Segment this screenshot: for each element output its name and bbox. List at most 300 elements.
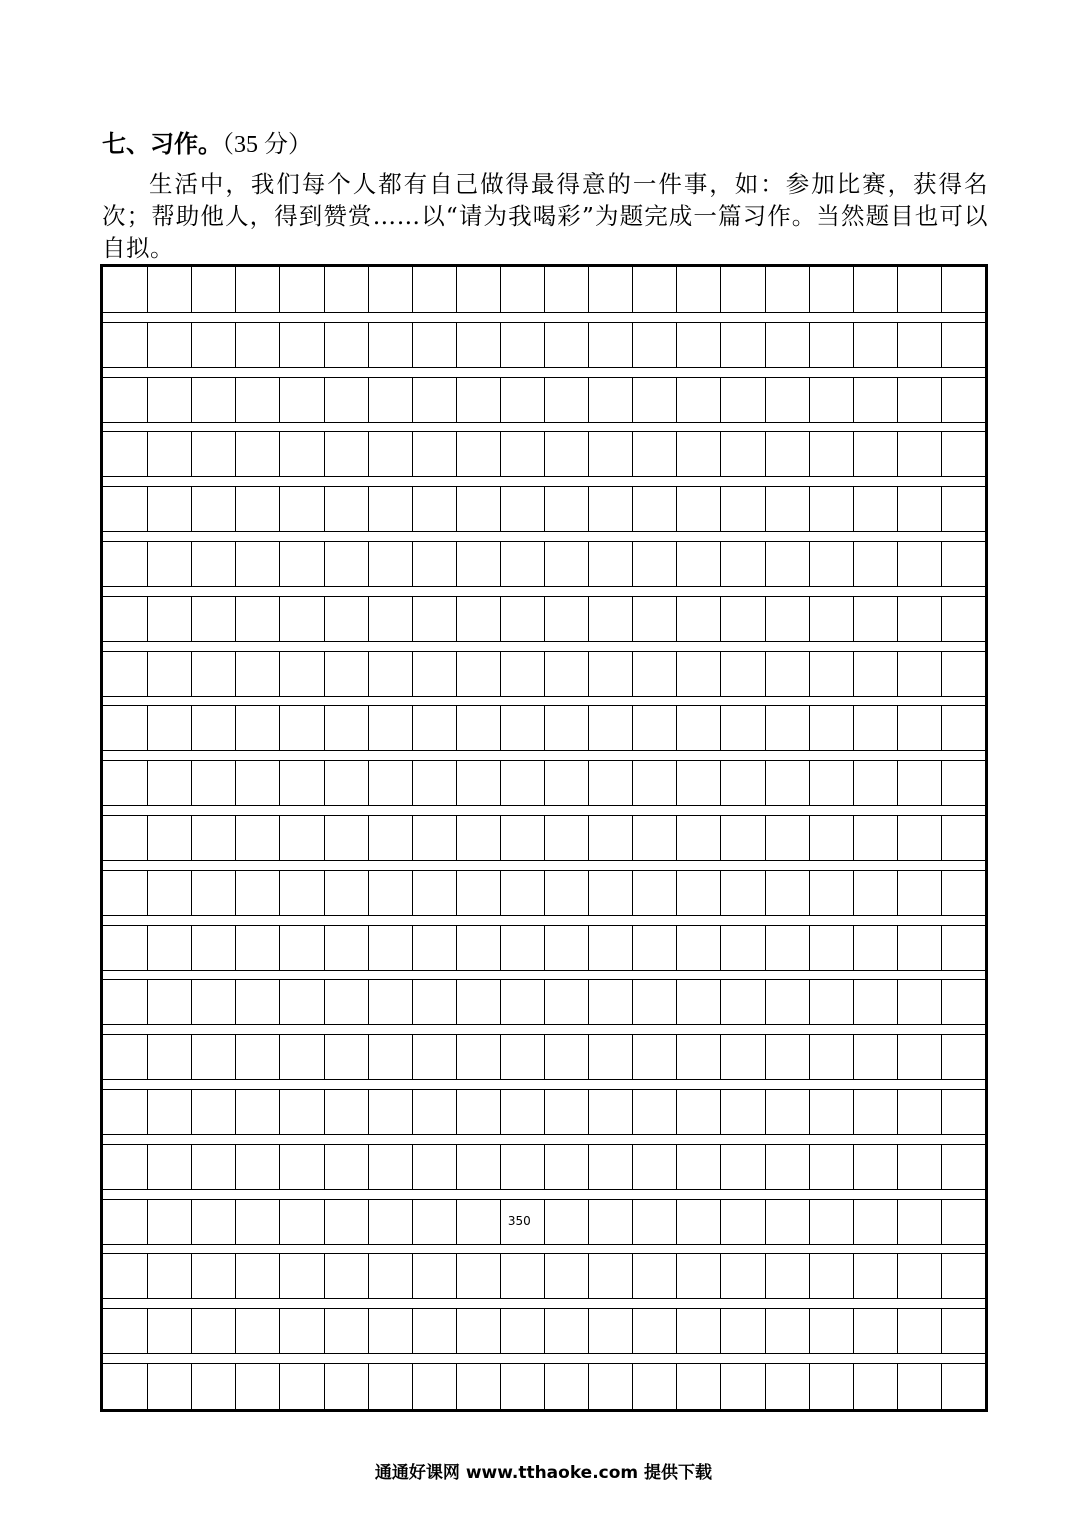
grid-cell-divider <box>500 378 501 422</box>
grid-cell-divider <box>676 816 677 860</box>
grid-cell-divider <box>941 816 942 860</box>
grid-cell-divider <box>676 487 677 531</box>
grid-cell-divider <box>412 487 413 531</box>
grid-cell-divider <box>191 1200 192 1244</box>
grid-cell-divider <box>941 761 942 805</box>
grid-cell-divider <box>632 432 633 476</box>
grid-cell-divider <box>500 1364 501 1409</box>
grid-cell-divider <box>544 487 545 531</box>
grid-cell-divider <box>809 323 810 367</box>
grid-cell-divider <box>853 487 854 531</box>
grid-cell-divider <box>632 706 633 750</box>
page-footer: 通通好课网 www.tthaoke.com 提供下载 <box>374 1463 713 1483</box>
grid-cell-divider <box>588 706 589 750</box>
grid-cell-divider <box>324 432 325 476</box>
grid-cell-divider <box>720 1145 721 1189</box>
grid-cell-divider <box>676 1254 677 1298</box>
grid-cell-divider <box>809 706 810 750</box>
grid-cell-divider <box>765 323 766 367</box>
grid-cell-divider <box>500 1035 501 1079</box>
grid-cell-divider <box>500 323 501 367</box>
grid-cell-divider <box>588 871 589 915</box>
grid-cell-divider <box>368 926 369 970</box>
grid-cell-divider <box>191 1145 192 1189</box>
grid-cell-divider <box>324 323 325 367</box>
grid-cell-divider <box>809 432 810 476</box>
grid-cell-divider <box>676 542 677 586</box>
grid-cell-divider <box>324 1254 325 1298</box>
grid-cell-divider <box>588 1035 589 1079</box>
grid-cell-divider <box>191 1090 192 1134</box>
grid-cell-divider <box>147 652 148 696</box>
grid-cell-divider <box>941 597 942 641</box>
grid-cell-divider <box>235 323 236 367</box>
grid-cell-divider <box>235 597 236 641</box>
grid-cell-divider <box>765 1145 766 1189</box>
grid-cell-divider <box>765 1364 766 1409</box>
grid-cell-divider <box>853 597 854 641</box>
grid-cell-divider <box>500 597 501 641</box>
grid-cell-divider <box>412 1200 413 1244</box>
grid-cell-divider <box>765 542 766 586</box>
grid-cell-divider <box>853 1090 854 1134</box>
grid-cell-divider <box>235 1254 236 1298</box>
grid-cell-divider <box>632 652 633 696</box>
grid-cell-divider <box>147 487 148 531</box>
grid-cell-divider <box>853 1200 854 1244</box>
grid-row[interactable] <box>103 925 985 971</box>
grid-cell-divider <box>588 267 589 312</box>
grid-cell-divider <box>809 597 810 641</box>
grid-cell-divider <box>279 1035 280 1079</box>
grid-cell-divider <box>544 1254 545 1298</box>
grid-cell-divider <box>368 267 369 312</box>
grid-cell-divider <box>279 926 280 970</box>
grid-cell-divider <box>147 761 148 805</box>
grid-cell-divider <box>897 542 898 586</box>
grid-cell-divider <box>456 761 457 805</box>
grid-cell-divider <box>588 323 589 367</box>
grid-cell-divider <box>412 1254 413 1298</box>
grid-cell-divider <box>368 432 369 476</box>
grid-cell-divider <box>324 926 325 970</box>
grid-row[interactable] <box>103 596 985 642</box>
grid-cell-divider <box>544 816 545 860</box>
grid-cell-divider <box>632 980 633 1024</box>
grid-row[interactable] <box>103 1144 985 1190</box>
grid-cell-divider <box>279 706 280 750</box>
grid-cell-divider <box>544 652 545 696</box>
grid-cell-divider <box>588 926 589 970</box>
grid-cell-divider <box>324 1364 325 1409</box>
grid-cell-divider <box>456 542 457 586</box>
grid-cell-divider <box>279 542 280 586</box>
grid-cell-divider <box>676 378 677 422</box>
grid-cell-divider <box>809 652 810 696</box>
grid-cell-divider <box>544 378 545 422</box>
grid-cell-divider <box>588 1254 589 1298</box>
grid-cell-divider <box>147 1035 148 1079</box>
grid-cell-divider <box>147 378 148 422</box>
grid-cell-divider <box>279 1364 280 1409</box>
grid-cell-divider <box>676 597 677 641</box>
grid-row[interactable] <box>103 1308 985 1354</box>
grid-cell-divider <box>412 1145 413 1189</box>
grid-row[interactable] <box>103 267 985 313</box>
grid-cell-divider <box>809 980 810 1024</box>
grid-cell-divider <box>544 597 545 641</box>
grid-cell-divider <box>588 432 589 476</box>
grid-cell-divider <box>412 1309 413 1353</box>
grid-cell-divider <box>235 1145 236 1189</box>
grid-cell-divider <box>941 1145 942 1189</box>
grid-cell-divider <box>809 1145 810 1189</box>
grid-cell-divider <box>809 761 810 805</box>
word-count-mark: 350 <box>507 1213 531 1228</box>
grid-cell-divider <box>544 1145 545 1189</box>
grid-cell-divider <box>544 1364 545 1409</box>
grid-cell-divider <box>456 267 457 312</box>
grid-cell-divider <box>412 267 413 312</box>
grid-cell-divider <box>456 1090 457 1134</box>
grid-cell-divider <box>632 1145 633 1189</box>
grid-cell-divider <box>544 980 545 1024</box>
grid-cell-divider <box>456 1035 457 1079</box>
grid-row[interactable] <box>103 1363 985 1409</box>
grid-cell-divider <box>235 761 236 805</box>
grid-cell-divider <box>324 1200 325 1244</box>
grid-cell-divider <box>456 1200 457 1244</box>
grid-cell-divider <box>191 378 192 422</box>
grid-cell-divider <box>897 487 898 531</box>
grid-cell-divider <box>191 1309 192 1353</box>
grid-cell-divider <box>676 1035 677 1079</box>
grid-cell-divider <box>853 1035 854 1079</box>
grid-cell-divider <box>720 761 721 805</box>
grid-cell-divider <box>279 267 280 312</box>
grid-cell-divider <box>632 1364 633 1409</box>
grid-cell-divider <box>588 652 589 696</box>
grid-row[interactable] <box>103 541 985 587</box>
grid-cell-divider <box>632 1035 633 1079</box>
grid-cell-divider <box>809 487 810 531</box>
grid-cell-divider <box>720 487 721 531</box>
grid-cell-divider <box>500 1254 501 1298</box>
grid-row[interactable] <box>103 431 985 477</box>
grid-row[interactable] <box>103 1089 985 1135</box>
grid-cell-divider <box>368 980 369 1024</box>
grid-cell-divider <box>368 1364 369 1409</box>
grid-cell-divider <box>500 1309 501 1353</box>
grid-cell-divider <box>897 926 898 970</box>
grid-cell-divider <box>279 1145 280 1189</box>
grid-cell-divider <box>941 1090 942 1134</box>
grid-cell-divider <box>544 267 545 312</box>
grid-cell-divider <box>544 323 545 367</box>
grid-cell-divider <box>588 487 589 531</box>
grid-row[interactable] <box>103 705 985 751</box>
grid-cell-divider <box>897 816 898 860</box>
grid-cell-divider <box>235 706 236 750</box>
grid-cell-divider <box>897 378 898 422</box>
grid-cell-divider <box>279 487 280 531</box>
grid-cell-divider <box>456 980 457 1024</box>
grid-cell-divider <box>720 926 721 970</box>
grid-cell-divider <box>809 1364 810 1409</box>
grid-cell-divider <box>544 1090 545 1134</box>
grid-cell-divider <box>500 652 501 696</box>
grid-cell-divider <box>765 652 766 696</box>
grid-cell-divider <box>412 761 413 805</box>
grid-cell-divider <box>191 487 192 531</box>
grid-cell-divider <box>147 597 148 641</box>
grid-cell-divider <box>368 1309 369 1353</box>
grid-cell-divider <box>765 1200 766 1244</box>
grid-cell-divider <box>456 1364 457 1409</box>
grid-cell-divider <box>720 1200 721 1244</box>
grid-cell-divider <box>941 1364 942 1409</box>
grid-cell-divider <box>941 323 942 367</box>
grid-cell-divider <box>632 1090 633 1134</box>
grid-cell-divider <box>544 432 545 476</box>
grid-cell-divider <box>191 816 192 860</box>
grid-cell-divider <box>897 1364 898 1409</box>
grid-row[interactable] <box>103 760 985 806</box>
grid-cell-divider <box>368 706 369 750</box>
grid-cell-divider <box>897 267 898 312</box>
grid-cell-divider <box>147 267 148 312</box>
grid-cell-divider <box>632 378 633 422</box>
grid-cell-divider <box>191 1254 192 1298</box>
grid-row[interactable] <box>103 979 985 1025</box>
grid-cell-divider <box>941 1200 942 1244</box>
grid-cell-divider <box>191 542 192 586</box>
grid-cell-divider <box>809 1035 810 1079</box>
grid-row[interactable] <box>103 870 985 916</box>
grid-cell-divider <box>235 871 236 915</box>
grid-cell-divider <box>941 487 942 531</box>
grid-cell-divider <box>279 761 280 805</box>
grid-cell-divider <box>456 926 457 970</box>
grid-cell-divider <box>147 323 148 367</box>
grid-cell-divider <box>765 378 766 422</box>
grid-cell-divider <box>720 706 721 750</box>
grid-row[interactable] <box>103 1034 985 1080</box>
grid-cell-divider <box>632 1309 633 1353</box>
grid-cell-divider <box>588 542 589 586</box>
grid-cell-divider <box>279 1090 280 1134</box>
grid-cell-divider <box>853 267 854 312</box>
grid-cell-divider <box>279 816 280 860</box>
grid-cell-divider <box>368 1145 369 1189</box>
grid-cell-divider <box>809 378 810 422</box>
grid-cell-divider <box>676 652 677 696</box>
grid-cell-divider <box>588 597 589 641</box>
grid-cell-divider <box>765 1254 766 1298</box>
grid-cell-divider <box>191 1364 192 1409</box>
grid-cell-divider <box>324 378 325 422</box>
grid-cell-divider <box>235 432 236 476</box>
grid-cell-divider <box>412 1035 413 1079</box>
grid-cell-divider <box>676 1090 677 1134</box>
grid-cell-divider <box>897 1309 898 1353</box>
grid-cell-divider <box>191 706 192 750</box>
grid-cell-divider <box>544 1200 545 1244</box>
grid-cell-divider <box>720 871 721 915</box>
grid-cell-divider <box>147 1145 148 1189</box>
grid-cell-divider <box>279 871 280 915</box>
grid-cell-divider <box>632 323 633 367</box>
question-prompt: 生活中，我们每个人都有自己做得最得意的一件事，如：参加比赛，获得名次；帮助他人，得到赞赏……以“请为我喝彩”为题完成一篇习作。当然题目也可以自拟。 <box>102 170 988 262</box>
grid-cell-divider <box>147 706 148 750</box>
grid-cell-divider <box>720 542 721 586</box>
grid-row[interactable] <box>103 815 985 861</box>
grid-cell-divider <box>147 926 148 970</box>
grid-cell-divider <box>853 926 854 970</box>
grid-cell-divider <box>544 871 545 915</box>
grid-cell-divider <box>853 1309 854 1353</box>
grid-cell-divider <box>500 1145 501 1189</box>
grid-cell-divider <box>324 761 325 805</box>
grid-cell-divider <box>324 1309 325 1353</box>
grid-row[interactable] <box>103 651 985 697</box>
grid-cell-divider <box>235 816 236 860</box>
grid-cell-divider <box>941 980 942 1024</box>
grid-cell-divider <box>368 761 369 805</box>
grid-cell-divider <box>853 816 854 860</box>
grid-cell-divider <box>941 1254 942 1298</box>
grid-cell-divider <box>235 1200 236 1244</box>
grid-cell-divider <box>147 542 148 586</box>
grid-cell-divider <box>368 1200 369 1244</box>
grid-cell-divider <box>500 432 501 476</box>
grid-cell-divider <box>500 1200 501 1244</box>
grid-cell-divider <box>809 816 810 860</box>
grid-cell-divider <box>324 871 325 915</box>
grid-row[interactable] <box>103 1253 985 1299</box>
grid-row[interactable] <box>103 486 985 532</box>
grid-cell-divider <box>147 432 148 476</box>
grid-cell-divider <box>676 706 677 750</box>
grid-row[interactable] <box>103 377 985 423</box>
grid-cell-divider <box>191 323 192 367</box>
grid-cell-divider <box>853 378 854 422</box>
grid-cell-divider <box>500 871 501 915</box>
grid-row[interactable] <box>103 322 985 368</box>
grid-cell-divider <box>368 1254 369 1298</box>
grid-cell-divider <box>941 267 942 312</box>
grid-cell-divider <box>456 1254 457 1298</box>
grid-cell-divider <box>765 761 766 805</box>
grid-cell-divider <box>412 1364 413 1409</box>
grid-cell-divider <box>147 1364 148 1409</box>
grid-cell-divider <box>853 706 854 750</box>
grid-cell-divider <box>765 1309 766 1353</box>
grid-cell-divider <box>147 816 148 860</box>
grid-cell-divider <box>544 761 545 805</box>
question-heading <box>102 130 312 159</box>
grid-cell-divider <box>853 1364 854 1409</box>
grid-cell-divider <box>368 542 369 586</box>
grid-cell-divider <box>588 1364 589 1409</box>
grid-cell-divider <box>765 487 766 531</box>
grid-cell-divider <box>412 926 413 970</box>
grid-cell-divider <box>368 597 369 641</box>
composition-grid[interactable] <box>100 264 988 1412</box>
grid-cell-divider <box>676 1145 677 1189</box>
grid-cell-divider <box>720 1035 721 1079</box>
grid-cell-divider <box>324 1035 325 1079</box>
grid-cell-divider <box>809 926 810 970</box>
grid-cell-divider <box>720 432 721 476</box>
grid-cell-divider <box>191 597 192 641</box>
grid-cell-divider <box>809 1090 810 1134</box>
grid-cell-divider <box>632 926 633 970</box>
grid-cell-divider <box>853 542 854 586</box>
grid-cell-divider <box>412 980 413 1024</box>
grid-cell-divider <box>191 926 192 970</box>
grid-cell-divider <box>897 706 898 750</box>
grid-cell-divider <box>897 980 898 1024</box>
grid-cell-divider <box>191 980 192 1024</box>
grid-cell-divider <box>941 926 942 970</box>
grid-cell-divider <box>235 1309 236 1353</box>
grid-cell-divider <box>809 542 810 586</box>
grid-cell-divider <box>853 1254 854 1298</box>
grid-cell-divider <box>897 871 898 915</box>
grid-cell-divider <box>941 1035 942 1079</box>
grid-cell-divider <box>191 761 192 805</box>
grid-cell-divider <box>544 542 545 586</box>
grid-cell-divider <box>588 378 589 422</box>
grid-cell-divider <box>632 267 633 312</box>
grid-cell-divider <box>676 267 677 312</box>
grid-cell-divider <box>500 1090 501 1134</box>
grid-cell-divider <box>588 1200 589 1244</box>
grid-cell-divider <box>412 323 413 367</box>
grid-cell-divider <box>456 1145 457 1189</box>
grid-cell-divider <box>500 816 501 860</box>
grid-cell-divider <box>720 1309 721 1353</box>
grid-cell-divider <box>368 871 369 915</box>
grid-cell-divider <box>456 706 457 750</box>
grid-cell-divider <box>720 980 721 1024</box>
grid-cell-divider <box>412 1090 413 1134</box>
grid-cell-divider <box>412 652 413 696</box>
grid-cell-divider <box>809 1200 810 1244</box>
grid-cell-divider <box>720 267 721 312</box>
grid-cell-divider <box>368 378 369 422</box>
grid-cell-divider <box>500 267 501 312</box>
grid-cell-divider <box>676 1364 677 1409</box>
grid-cell-divider <box>324 542 325 586</box>
grid-cell-divider <box>720 1364 721 1409</box>
grid-cell-divider <box>676 323 677 367</box>
grid-cell-divider <box>368 816 369 860</box>
grid-row[interactable] <box>103 1199 985 1245</box>
grid-cell-divider <box>765 980 766 1024</box>
grid-cell-divider <box>456 323 457 367</box>
grid-cell-divider <box>809 1254 810 1298</box>
grid-cell-divider <box>897 1090 898 1134</box>
grid-cell-divider <box>765 816 766 860</box>
grid-cell-divider <box>368 1090 369 1134</box>
grid-cell-divider <box>809 267 810 312</box>
grid-cell-divider <box>765 1090 766 1134</box>
grid-cell-divider <box>765 706 766 750</box>
grid-cell-divider <box>324 706 325 750</box>
grid-cell-divider <box>500 706 501 750</box>
